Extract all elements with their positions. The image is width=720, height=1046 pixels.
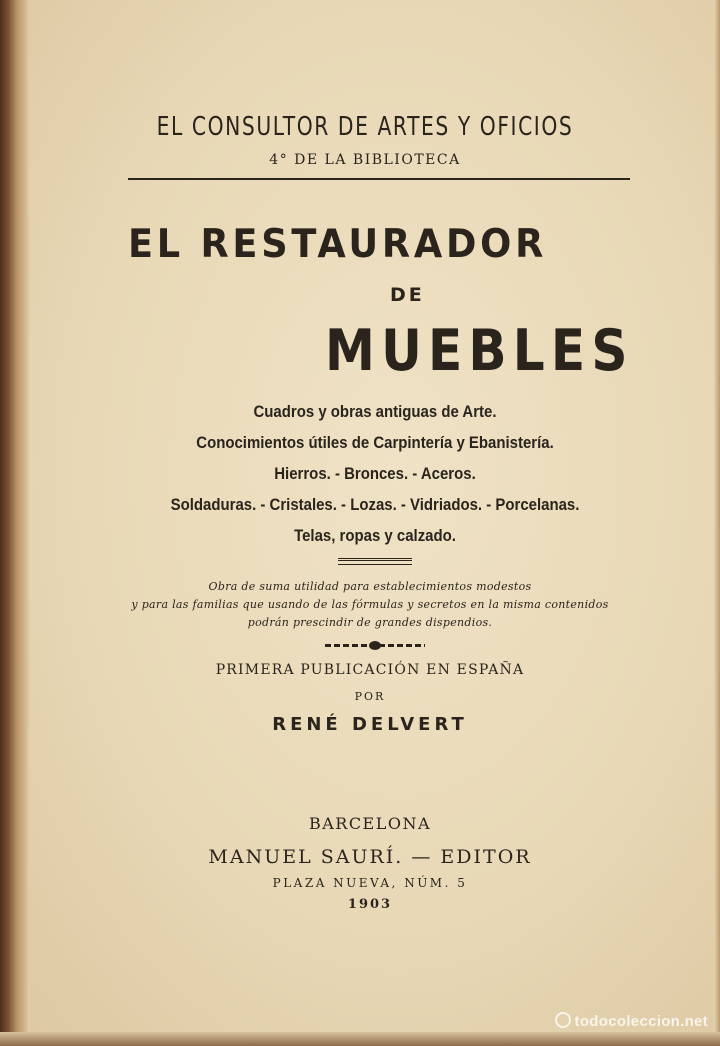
book-title-line-3: MUEBLES [325,318,634,384]
ornament-rule [338,558,412,565]
watermark-logo-icon [555,1012,571,1028]
publisher-address: PLAZA NUEVA, NÚM. 5 [272,876,468,890]
description-line: y para las familias que usando de las fórmulas y secretos en la misma contenidos [131,598,609,611]
subject-line: Conocimientos útiles de Carpintería y Ebanistería. [196,433,554,452]
publisher-city: BARCELONA [308,814,432,833]
spine-edge [22,0,30,1046]
book-title-line-2: DE [390,284,425,306]
page-edge-bottom [0,1032,720,1046]
subject-line: Soldaduras. - Cristales. - Lozas. - Vidriados. - Porcelanas. [170,495,580,514]
publication-note: PRIMERA PUBLICACIÓN EN ESPAÑA [215,662,525,678]
series-title: EL CONSULTOR DE ARTES Y OFICIOS [156,112,574,142]
subject-line: Hierros. - Bronces. - Aceros. [274,464,476,483]
site-watermark [555,1012,708,1030]
ornament-divider [325,644,425,647]
book-title-line-1: EL RESTAURADOR [128,222,548,267]
book-spine [0,0,24,1046]
header-rule [128,178,630,180]
subject-line: Cuadros y obras antiguas de Arte. [253,402,497,421]
description-line: podrán prescindir de grandes dispendios. [247,616,493,629]
watermark-text: todocoleccion.net [574,1013,708,1030]
library-volume: 4° DE LA BIBLIOTECA [269,152,461,168]
author-name: RENÉ DELVERT [272,714,468,735]
description-line: Obra de suma utilidad para establecimientos modestos [208,580,532,593]
by-label: POR [354,690,386,703]
publication-year: 1903 [347,897,393,912]
subject-line: Telas, ropas y calzado. [294,526,456,545]
publisher-name: MANUEL SAURÍ. — EDITOR [208,846,532,868]
page-edge-right [714,0,720,1046]
